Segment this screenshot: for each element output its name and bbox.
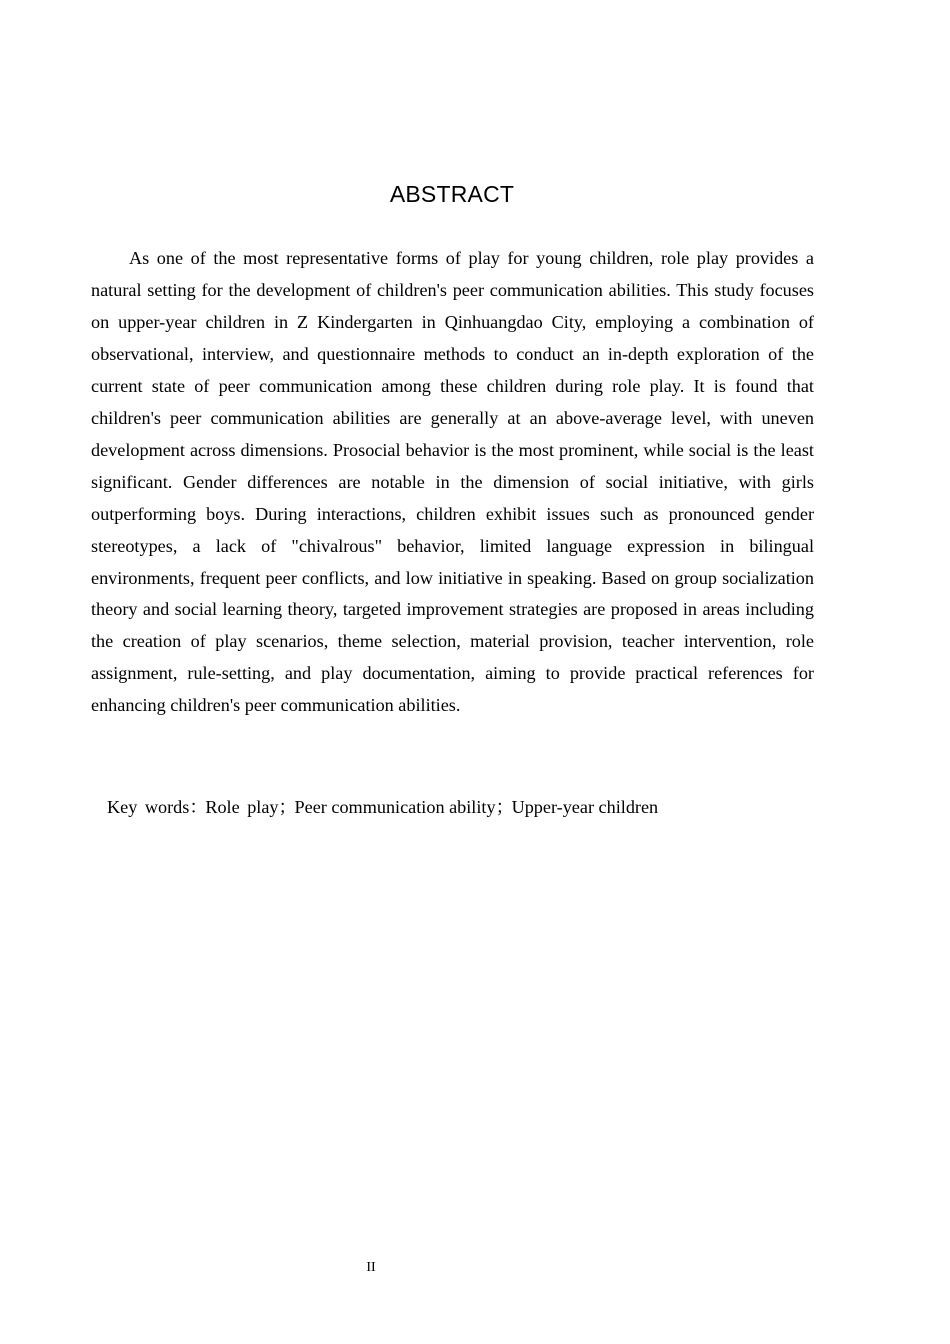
keyword-item: Peer communication ability bbox=[294, 797, 496, 817]
page-number: II bbox=[366, 1260, 376, 1275]
keywords-label-separator: ： bbox=[189, 797, 208, 817]
keywords-label: Key words bbox=[107, 797, 190, 817]
keyword-item: Upper-year children bbox=[511, 797, 659, 817]
keyword-separator: ； bbox=[278, 797, 297, 817]
keyword-separator: ； bbox=[495, 797, 514, 817]
keyword-item: Role play bbox=[205, 797, 279, 817]
abstract-paragraph: As one of the most representative forms of play for young children, role play provides a natural setting for the development of children's peer communication abilities. This study focuses on upper-year children in Z Kindergarten in Qinhuangdao City, employing a combination of observational, interview, and questionnaire methods to conduct an in-depth exploration of the current state of peer communication among these children during role play. It is found that children's peer communication abilities are generally at an above-average level, with uneven development across dimensions. Prosocial behavior is the most prominent, while social is the least significant. Gender differences are notable in the dimension of social initiative, with girls outperforming boys. During interactions, children exhibit issues such as pronounced gender stereotypes, a lack of "chivalrous" behavior, limited language expression in bilingual environments, frequent peer conflicts, and low initiative in speaking. Based on group socialization theory and social learning theory, targeted improvement strategies are proposed in areas including the creation of play scenarios, theme selection, material provision, teacher intervention, role assignment, rule-setting, and play documentation, aiming to provide practical references for enhancing children's peer communication abilities. bbox=[91, 248, 814, 716]
keywords-line bbox=[107, 792, 807, 822]
abstract-title: ABSTRACT bbox=[389, 181, 515, 207]
